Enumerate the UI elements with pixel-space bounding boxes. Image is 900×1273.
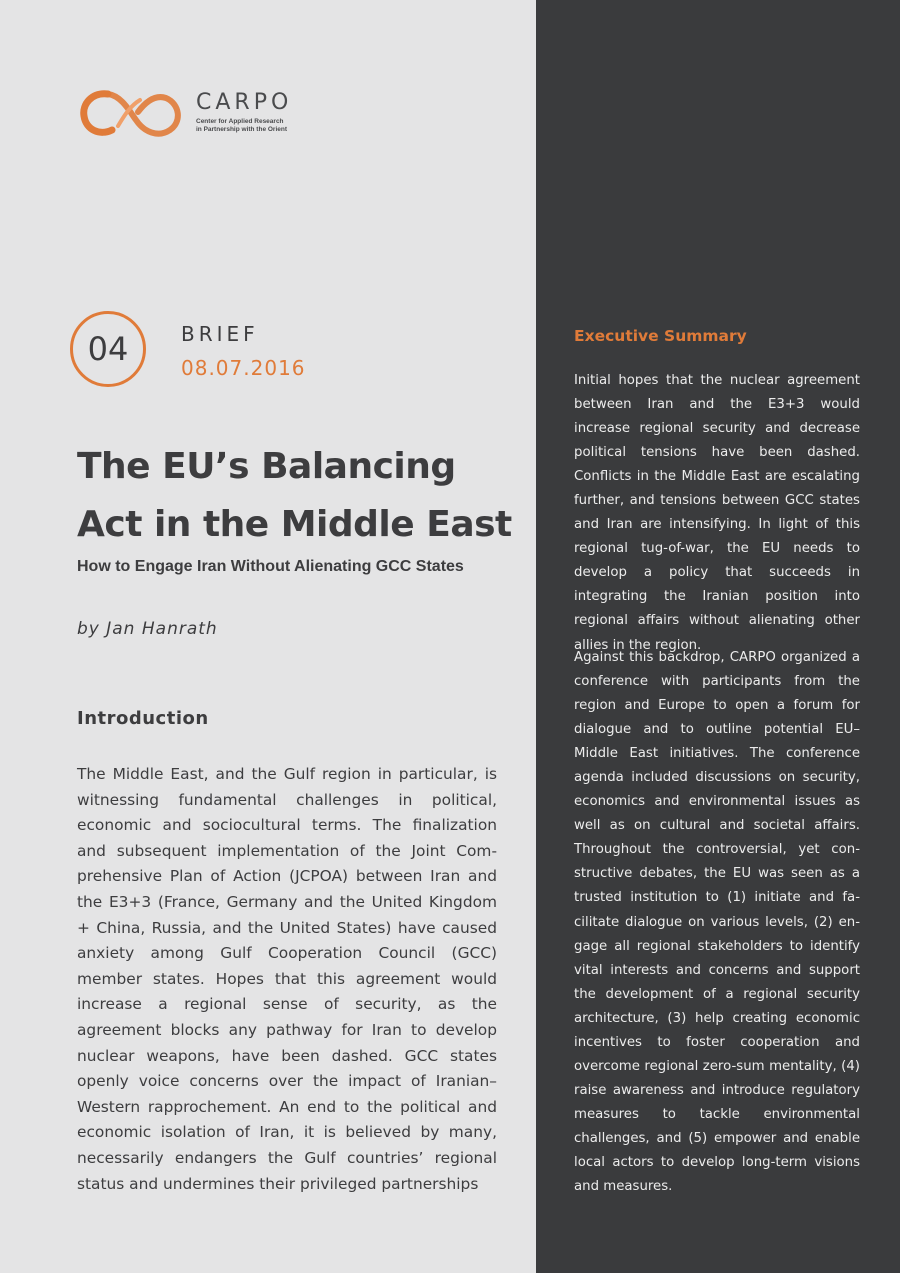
issue-number-badge <box>70 311 146 387</box>
logo-tagline-line2: in Partnership with the Orient <box>196 126 288 133</box>
carpo-logo <box>78 86 298 142</box>
introduction-text: The Middle East, and the Gulf region in particular, is witnessing fundamental challenges in political, economic and sociocultural terms. The finalization and subsequent implementation of the Joint Comprehensive Plan of Action (JCPOA) between Iran and the E3+3 (France, Germany and the United Kingdom + China, Russia, and the United States) have caused anxiety among Gulf Cooperation Council (GCC) member states. Hopes that this agreement would increase a regional sense of security, as the agreement blocks any pathway for Iran to develop nuclear weapons, have been dashed. GCC states openly voice concerns over the impact of Iranian–Western rapprochement. An end to the political and economic isolation of Iran, it is believed by many, necessarily endangers the Gulf countries’ regional status and undermines their privileged partnerships <box>77 765 497 1193</box>
executive-summary-paragraph-2: Against this backdrop, CARPO organized a conference with participants from the region and Europe to open a forum for dialogue and to outline potential EU–Middle East initiatives. The conference agenda included discussions on security, economics and environmental issues as well as on cultural and societal affairs. Throughout the controversial, yet constructive debates, the EU was seen as a trusted institution to (1) initiate and facilitate dialogue on various levels, (2) engage all regional stakeholders to identify vital interests and concerns and support the development of a regional security architecture, (3) help creating economic incentives to foster cooperation and overcome regional zero-sum mentality, (4) raise awareness and introduce regulatory measures to tackle environmental challenges, and (5) empower and enable local actors to develop long-term visions and measures. <box>574 650 860 1195</box>
publication-date: 08.07.2016 <box>181 356 306 380</box>
document-subtitle: How to Engage Iran Without Alienating GCC States <box>77 558 464 575</box>
executive-summary-heading: Executive Summary <box>574 327 747 345</box>
title-line-1: The EU’s Balancing <box>77 446 456 487</box>
publication-type: BRIEF <box>181 322 259 346</box>
logo-wordmark: CARPO <box>196 90 293 115</box>
logo-tagline-line1: Center for Applied Research <box>196 118 284 125</box>
logo-tagline <box>196 118 306 134</box>
document-title <box>77 438 527 554</box>
carpo-logo-mark-icon <box>78 86 188 142</box>
executive-summary-paragraph-1: Initial hopes that the nuclear agreement between Iran and the E3+3 would increase regional security and decrease political tensions have been dashed. Conflicts in the Middle East are escalating further, and tensions between GCC states and Iran are intensifying. In light of this regional tug-of-war, the EU needs to develop a policy that succeeds in integrating the Iranian position into regional affairs without alienating other allies in the region. <box>574 373 860 653</box>
title-line-2: Act in the Middle East <box>77 504 512 545</box>
issue-number: 04 <box>87 330 129 368</box>
author-byline: by Jan Hanrath <box>77 619 218 639</box>
introduction-heading: Introduction <box>77 708 209 729</box>
